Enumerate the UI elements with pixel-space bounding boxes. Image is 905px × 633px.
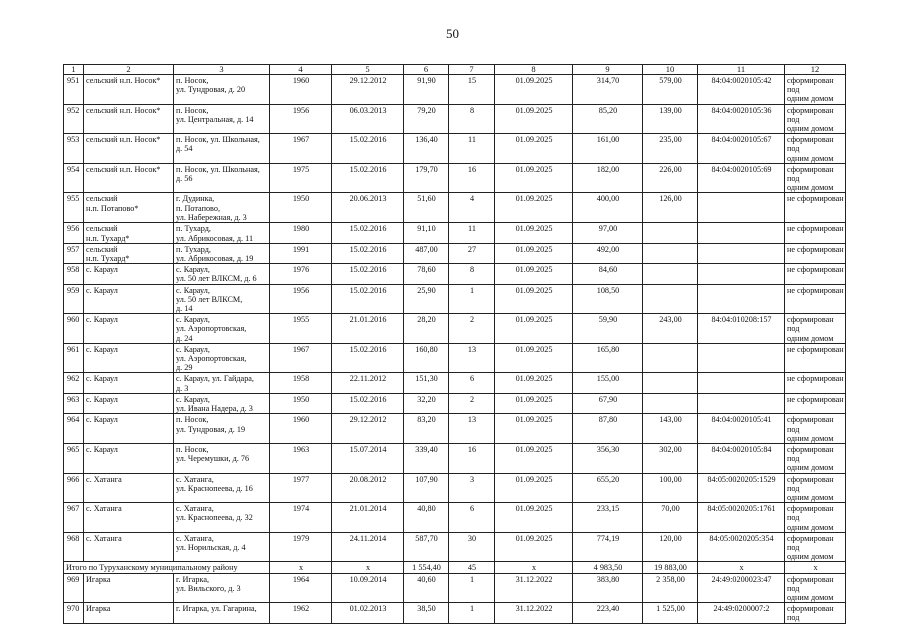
year-cell: 1979 bbox=[270, 532, 332, 562]
settlement-cell: с. Караул bbox=[84, 343, 174, 373]
date-cell: 15.02.2016 bbox=[332, 223, 404, 243]
value10-cell: 2 358,00 bbox=[643, 573, 698, 603]
deadline-cell: 01.09.2025 bbox=[495, 373, 573, 393]
value10-cell: 243,00 bbox=[643, 314, 698, 344]
settlement-cell: с. Караул bbox=[84, 393, 174, 413]
cadastre-cell bbox=[698, 223, 785, 243]
deadline-cell: 01.09.2025 bbox=[495, 193, 573, 223]
value10-cell: 126,00 bbox=[643, 193, 698, 223]
area-cell: 38,50 bbox=[404, 603, 449, 623]
date-cell: 22.11.2012 bbox=[332, 373, 404, 393]
settlement-cell: с. Караул bbox=[84, 414, 174, 444]
settlement-cell: с. Хатанга bbox=[84, 473, 174, 503]
persons-cell: 13 bbox=[449, 343, 495, 373]
row-number: 954 bbox=[64, 163, 84, 193]
settlement-cell: Игарка bbox=[84, 573, 174, 603]
year-cell: 1962 bbox=[270, 603, 332, 623]
persons-cell: 11 bbox=[449, 134, 495, 164]
table-row bbox=[64, 503, 846, 533]
table-row bbox=[64, 193, 846, 223]
column-number: 3 bbox=[174, 65, 270, 75]
row-number: 969 bbox=[64, 573, 84, 603]
deadline-cell: 01.09.2025 bbox=[495, 503, 573, 533]
column-number: 9 bbox=[573, 65, 643, 75]
total-date-cell: x bbox=[332, 562, 404, 573]
status-cell: не сформирован bbox=[785, 284, 846, 314]
date-cell: 01.02.2013 bbox=[332, 603, 404, 623]
row-number: 966 bbox=[64, 473, 84, 503]
value10-cell bbox=[643, 373, 698, 393]
address-cell: с. Хатанга, ул. Норильская, д. 4 bbox=[174, 532, 270, 562]
deadline-cell: 01.09.2025 bbox=[495, 223, 573, 243]
year-cell: 1977 bbox=[270, 473, 332, 503]
table-row bbox=[64, 314, 846, 344]
value9-cell: 85,20 bbox=[573, 104, 643, 134]
year-cell: 1976 bbox=[270, 264, 332, 284]
deadline-cell: 01.09.2025 bbox=[495, 104, 573, 134]
date-cell: 20.06.2013 bbox=[332, 193, 404, 223]
table-row bbox=[64, 473, 846, 503]
area-cell: 40,80 bbox=[404, 503, 449, 533]
table-row bbox=[64, 223, 846, 243]
row-number: 959 bbox=[64, 284, 84, 314]
deadline-cell: 01.09.2025 bbox=[495, 134, 573, 164]
status-cell: сформирован под одним домом bbox=[785, 443, 846, 473]
year-cell: 1980 bbox=[270, 223, 332, 243]
settlement-cell: сельский н.п. Тухард* bbox=[84, 243, 174, 263]
total-cadastre-cell: x bbox=[698, 562, 785, 573]
row-number: 958 bbox=[64, 264, 84, 284]
cadastre-cell: 84:05:0020205:354 bbox=[698, 532, 785, 562]
deadline-cell: 31.12.2022 bbox=[495, 603, 573, 623]
status-cell: сформирован под одним домом bbox=[785, 532, 846, 562]
status-cell: сформирован под одним домом bbox=[785, 414, 846, 444]
area-cell: 587,70 bbox=[404, 532, 449, 562]
address-cell: с. Хатанга, ул. Краснопеева, д. 16 bbox=[174, 473, 270, 503]
address-cell: п. Носок, ул. Школьная, д. 56 bbox=[174, 163, 270, 193]
cadastre-cell bbox=[698, 284, 785, 314]
address-cell: г. Игарка, ул. Гагарина, bbox=[174, 603, 270, 623]
settlement-cell: с. Хатанга bbox=[84, 503, 174, 533]
value9-cell: 233,15 bbox=[573, 503, 643, 533]
status-cell: сформирован под одним домом bbox=[785, 134, 846, 164]
persons-cell: 11 bbox=[449, 223, 495, 243]
deadline-cell: 31.12.2022 bbox=[495, 573, 573, 603]
area-cell: 78,60 bbox=[404, 264, 449, 284]
row-number: 968 bbox=[64, 532, 84, 562]
settlement-cell: с. Караул bbox=[84, 284, 174, 314]
cadastre-cell: 84:05:0020205:1761 bbox=[698, 503, 785, 533]
address-cell: с. Караул, ул. Гайдара, д. 3 bbox=[174, 373, 270, 393]
persons-cell: 2 bbox=[449, 314, 495, 344]
status-cell: не сформирован bbox=[785, 343, 846, 373]
date-cell: 15.02.2016 bbox=[332, 163, 404, 193]
cadastre-cell bbox=[698, 264, 785, 284]
persons-cell: 6 bbox=[449, 373, 495, 393]
value10-cell bbox=[643, 264, 698, 284]
year-cell: 1974 bbox=[270, 503, 332, 533]
total-year-cell: x bbox=[270, 562, 332, 573]
column-number-row bbox=[64, 65, 846, 75]
value10-cell: 70,00 bbox=[643, 503, 698, 533]
settlement-cell: с. Караул bbox=[84, 264, 174, 284]
value9-cell: 314,70 bbox=[573, 75, 643, 105]
row-number: 964 bbox=[64, 414, 84, 444]
value9-cell: 774,19 bbox=[573, 532, 643, 562]
status-cell: не сформирован bbox=[785, 373, 846, 393]
status-cell: сформирован под одним домом bbox=[785, 473, 846, 503]
year-cell: 1956 bbox=[270, 104, 332, 134]
settlement-cell: сельский н.п. Носок* bbox=[84, 104, 174, 134]
value10-cell: 1 525,00 bbox=[643, 603, 698, 623]
value9-cell: 108,50 bbox=[573, 284, 643, 314]
settlement-cell: с. Караул bbox=[84, 314, 174, 344]
year-cell: 1950 bbox=[270, 193, 332, 223]
table-row bbox=[64, 75, 846, 105]
area-cell: 51,60 bbox=[404, 193, 449, 223]
value9-cell: 356,30 bbox=[573, 443, 643, 473]
value9-cell: 492,00 bbox=[573, 243, 643, 263]
column-number: 2 bbox=[84, 65, 174, 75]
address-cell: с. Караул, ул. Ивана Надера, д. 3 bbox=[174, 393, 270, 413]
row-number: 952 bbox=[64, 104, 84, 134]
area-cell: 25,90 bbox=[404, 284, 449, 314]
persons-cell: 3 bbox=[449, 473, 495, 503]
value10-cell: 120,00 bbox=[643, 532, 698, 562]
area-cell: 107,90 bbox=[404, 473, 449, 503]
value9-cell: 59,90 bbox=[573, 314, 643, 344]
total-row bbox=[64, 562, 846, 573]
area-cell: 28,20 bbox=[404, 314, 449, 344]
persons-cell: 1 bbox=[449, 284, 495, 314]
cadastre-cell: 84:04:0020105:69 bbox=[698, 163, 785, 193]
deadline-cell: 01.09.2025 bbox=[495, 532, 573, 562]
year-cell: 1967 bbox=[270, 134, 332, 164]
deadline-cell: 01.09.2025 bbox=[495, 243, 573, 263]
persons-cell: 8 bbox=[449, 264, 495, 284]
persons-cell: 6 bbox=[449, 503, 495, 533]
cadastre-cell: 84:04:0020105:36 bbox=[698, 104, 785, 134]
status-cell: не сформирован bbox=[785, 243, 846, 263]
area-cell: 160,80 bbox=[404, 343, 449, 373]
table-row bbox=[64, 393, 846, 413]
address-cell: п. Носок, ул. Центральная, д. 14 bbox=[174, 104, 270, 134]
area-cell: 179,70 bbox=[404, 163, 449, 193]
value10-cell bbox=[643, 243, 698, 263]
date-cell: 29.12.2012 bbox=[332, 414, 404, 444]
settlement-cell: сельский н.п. Носок* bbox=[84, 75, 174, 105]
cadastre-cell bbox=[698, 393, 785, 413]
settlement-cell: с. Караул bbox=[84, 373, 174, 393]
address-cell: п. Тухард, ул. Абрикосовая, д. 19 bbox=[174, 243, 270, 263]
area-cell: 487,00 bbox=[404, 243, 449, 263]
row-number: 965 bbox=[64, 443, 84, 473]
persons-cell: 16 bbox=[449, 163, 495, 193]
deadline-cell: 01.09.2025 bbox=[495, 473, 573, 503]
date-cell: 15.02.2016 bbox=[332, 264, 404, 284]
value9-cell: 383,80 bbox=[573, 573, 643, 603]
deadline-cell: 01.09.2025 bbox=[495, 163, 573, 193]
table-row bbox=[64, 414, 846, 444]
row-number: 960 bbox=[64, 314, 84, 344]
year-cell: 1950 bbox=[270, 393, 332, 413]
value10-cell: 235,00 bbox=[643, 134, 698, 164]
settlement-cell: сельский н.п. Носок* bbox=[84, 163, 174, 193]
value9-cell: 400,00 bbox=[573, 193, 643, 223]
total-c9-cell: 4 983,50 bbox=[573, 562, 643, 573]
date-cell: 15.02.2016 bbox=[332, 393, 404, 413]
persons-cell: 27 bbox=[449, 243, 495, 263]
column-number: 4 bbox=[270, 65, 332, 75]
area-cell: 151,30 bbox=[404, 373, 449, 393]
date-cell: 29.12.2012 bbox=[332, 75, 404, 105]
value9-cell: 165,80 bbox=[573, 343, 643, 373]
settlement-cell: сельский н.п. Потапово* bbox=[84, 193, 174, 223]
value9-cell: 161,00 bbox=[573, 134, 643, 164]
year-cell: 1975 bbox=[270, 163, 332, 193]
value10-cell: 579,00 bbox=[643, 75, 698, 105]
value10-cell: 143,00 bbox=[643, 414, 698, 444]
status-cell: сформирован под одним домом bbox=[785, 314, 846, 344]
row-number: 953 bbox=[64, 134, 84, 164]
persons-cell: 4 bbox=[449, 193, 495, 223]
settlement-cell: с. Хатанга bbox=[84, 532, 174, 562]
address-cell: г. Игарка, ул. Вильского, д. 3 bbox=[174, 573, 270, 603]
value10-cell: 100,00 bbox=[643, 473, 698, 503]
row-number: 970 bbox=[64, 603, 84, 623]
status-cell: сформирован под одним домом bbox=[785, 503, 846, 533]
table-row bbox=[64, 532, 846, 562]
column-number: 10 bbox=[643, 65, 698, 75]
row-number: 951 bbox=[64, 75, 84, 105]
area-cell: 79,20 bbox=[404, 104, 449, 134]
deadline-cell: 01.09.2025 bbox=[495, 443, 573, 473]
date-cell: 15.02.2016 bbox=[332, 134, 404, 164]
persons-cell: 1 bbox=[449, 573, 495, 603]
column-number: 6 bbox=[404, 65, 449, 75]
persons-cell: 16 bbox=[449, 443, 495, 473]
total-label: Итого по Туруханскому муниципальному району bbox=[64, 562, 270, 573]
cadastre-cell: 84:04:010208:157 bbox=[698, 314, 785, 344]
table-row bbox=[64, 573, 846, 603]
column-number: 7 bbox=[449, 65, 495, 75]
cadastre-cell: 84:04:0020105:41 bbox=[698, 414, 785, 444]
status-cell: не сформирован bbox=[785, 393, 846, 413]
status-cell: сформирован под одним домом bbox=[785, 163, 846, 193]
cadastre-cell bbox=[698, 373, 785, 393]
cadastre-cell bbox=[698, 193, 785, 223]
value9-cell: 67,90 bbox=[573, 393, 643, 413]
year-cell: 1960 bbox=[270, 75, 332, 105]
total-area-cell: 1 554,40 bbox=[404, 562, 449, 573]
area-cell: 40,60 bbox=[404, 573, 449, 603]
date-cell: 10.09.2014 bbox=[332, 573, 404, 603]
date-cell: 24.11.2014 bbox=[332, 532, 404, 562]
address-cell: с. Караул, ул. 50 лет ВЛКСМ, д. 6 bbox=[174, 264, 270, 284]
table-row bbox=[64, 104, 846, 134]
status-cell: не сформирован bbox=[785, 193, 846, 223]
column-number: 1 bbox=[64, 65, 84, 75]
table-row bbox=[64, 343, 846, 373]
value9-cell: 182,00 bbox=[573, 163, 643, 193]
row-number: 962 bbox=[64, 373, 84, 393]
address-cell: г. Дудинка, п. Потапово, ул. Набережная, д. 3 bbox=[174, 193, 270, 223]
status-cell: сформирован под одним домом bbox=[785, 573, 846, 603]
area-cell: 83,20 bbox=[404, 414, 449, 444]
column-number: 8 bbox=[495, 65, 573, 75]
area-cell: 32,20 bbox=[404, 393, 449, 413]
year-cell: 1991 bbox=[270, 243, 332, 263]
deadline-cell: 01.09.2025 bbox=[495, 314, 573, 344]
value10-cell: 302,00 bbox=[643, 443, 698, 473]
cadastre-cell: 84:04:0020105:42 bbox=[698, 75, 785, 105]
date-cell: 06.03.2013 bbox=[332, 104, 404, 134]
address-cell: п. Носок, ул. Черемушки, д. 76 bbox=[174, 443, 270, 473]
row-number: 967 bbox=[64, 503, 84, 533]
deadline-cell: 01.09.2025 bbox=[495, 393, 573, 413]
housing-register-table bbox=[63, 64, 846, 624]
value10-cell bbox=[643, 223, 698, 243]
table-row bbox=[64, 163, 846, 193]
date-cell: 21.01.2014 bbox=[332, 503, 404, 533]
total-status-cell: x bbox=[785, 562, 846, 573]
status-cell: сформирован под одним домом bbox=[785, 75, 846, 105]
address-cell: п. Носок, ул. Школьная, д. 54 bbox=[174, 134, 270, 164]
settlement-cell: сельский н.п. Носок* bbox=[84, 134, 174, 164]
address-cell: п. Носок, ул. Тундровая, д. 20 bbox=[174, 75, 270, 105]
row-number: 957 bbox=[64, 243, 84, 263]
area-cell: 136,40 bbox=[404, 134, 449, 164]
column-number: 5 bbox=[332, 65, 404, 75]
area-cell: 91,10 bbox=[404, 223, 449, 243]
value9-cell: 155,00 bbox=[573, 373, 643, 393]
date-cell: 20.08.2012 bbox=[332, 473, 404, 503]
deadline-cell: 01.09.2025 bbox=[495, 75, 573, 105]
value9-cell: 655,20 bbox=[573, 473, 643, 503]
address-cell: п. Носок, ул. Тундровая, д. 19 bbox=[174, 414, 270, 444]
year-cell: 1967 bbox=[270, 343, 332, 373]
table-row bbox=[64, 284, 846, 314]
date-cell: 15.07.2014 bbox=[332, 443, 404, 473]
row-number: 955 bbox=[64, 193, 84, 223]
row-number: 956 bbox=[64, 223, 84, 243]
deadline-cell: 01.09.2025 bbox=[495, 284, 573, 314]
address-cell: с. Хатанга, ул. Краснопеева, д. 32 bbox=[174, 503, 270, 533]
total-deadline-cell: x bbox=[495, 562, 573, 573]
persons-cell: 15 bbox=[449, 75, 495, 105]
cadastre-cell: 24:49:0200007:2 bbox=[698, 603, 785, 623]
status-cell: сформирован под одним домом bbox=[785, 104, 846, 134]
value10-cell bbox=[643, 284, 698, 314]
year-cell: 1955 bbox=[270, 314, 332, 344]
deadline-cell: 01.09.2025 bbox=[495, 414, 573, 444]
address-cell: с. Караул, ул. Аэропортовская, д. 24 bbox=[174, 314, 270, 344]
row-number: 963 bbox=[64, 393, 84, 413]
persons-cell: 8 bbox=[449, 104, 495, 134]
year-cell: 1964 bbox=[270, 573, 332, 603]
status-cell: не сформирован bbox=[785, 264, 846, 284]
value9-cell: 97,00 bbox=[573, 223, 643, 243]
value9-cell: 84,60 bbox=[573, 264, 643, 284]
value9-cell: 223,40 bbox=[573, 603, 643, 623]
cadastre-cell: 84:04:0020105:84 bbox=[698, 443, 785, 473]
date-cell: 15.02.2016 bbox=[332, 343, 404, 373]
area-cell: 339,40 bbox=[404, 443, 449, 473]
deadline-cell: 01.09.2025 bbox=[495, 264, 573, 284]
persons-cell: 1 bbox=[449, 603, 495, 623]
persons-cell: 13 bbox=[449, 414, 495, 444]
deadline-cell: 01.09.2025 bbox=[495, 343, 573, 373]
cadastre-cell: 84:04:0020105:67 bbox=[698, 134, 785, 164]
column-number: 11 bbox=[698, 65, 785, 75]
settlement-cell: с. Караул bbox=[84, 443, 174, 473]
table-row bbox=[64, 243, 846, 263]
table-row bbox=[64, 134, 846, 164]
date-cell: 21.01.2016 bbox=[332, 314, 404, 344]
settlement-cell: сельский н.п. Тухард* bbox=[84, 223, 174, 243]
cadastre-cell bbox=[698, 243, 785, 263]
year-cell: 1963 bbox=[270, 443, 332, 473]
table-row bbox=[64, 373, 846, 393]
column-number: 12 bbox=[785, 65, 846, 75]
value10-cell bbox=[643, 343, 698, 373]
page-number: 50 bbox=[446, 26, 459, 41]
value9-cell: 87,80 bbox=[573, 414, 643, 444]
address-cell: с. Караул, ул. 50 лет ВЛКСМ, д. 14 bbox=[174, 284, 270, 314]
date-cell: 15.02.2016 bbox=[332, 284, 404, 314]
value10-cell: 226,00 bbox=[643, 163, 698, 193]
area-cell: 91,90 bbox=[404, 75, 449, 105]
table-row bbox=[64, 443, 846, 473]
cadastre-cell bbox=[698, 343, 785, 373]
date-cell: 15.02.2016 bbox=[332, 243, 404, 263]
total-c10-cell: 19 883,00 bbox=[643, 562, 698, 573]
persons-cell: 2 bbox=[449, 393, 495, 413]
year-cell: 1956 bbox=[270, 284, 332, 314]
settlement-cell: Игарка bbox=[84, 603, 174, 623]
status-cell: не сформирован bbox=[785, 223, 846, 243]
table-row bbox=[64, 603, 846, 623]
cadastre-cell: 84:05:0020205:1529 bbox=[698, 473, 785, 503]
value10-cell bbox=[643, 393, 698, 413]
year-cell: 1958 bbox=[270, 373, 332, 393]
persons-cell: 30 bbox=[449, 532, 495, 562]
year-cell: 1960 bbox=[270, 414, 332, 444]
status-cell: сформирован под bbox=[785, 603, 846, 623]
value10-cell: 139,00 bbox=[643, 104, 698, 134]
total-persons-cell: 45 bbox=[449, 562, 495, 573]
cadastre-cell: 24:49:0200023:47 bbox=[698, 573, 785, 603]
table-row bbox=[64, 264, 846, 284]
address-cell: с. Караул, ул. Аэропортовская, д. 29 bbox=[174, 343, 270, 373]
row-number: 961 bbox=[64, 343, 84, 373]
address-cell: п. Тухард, ул. Абрикосовая, д. 11 bbox=[174, 223, 270, 243]
